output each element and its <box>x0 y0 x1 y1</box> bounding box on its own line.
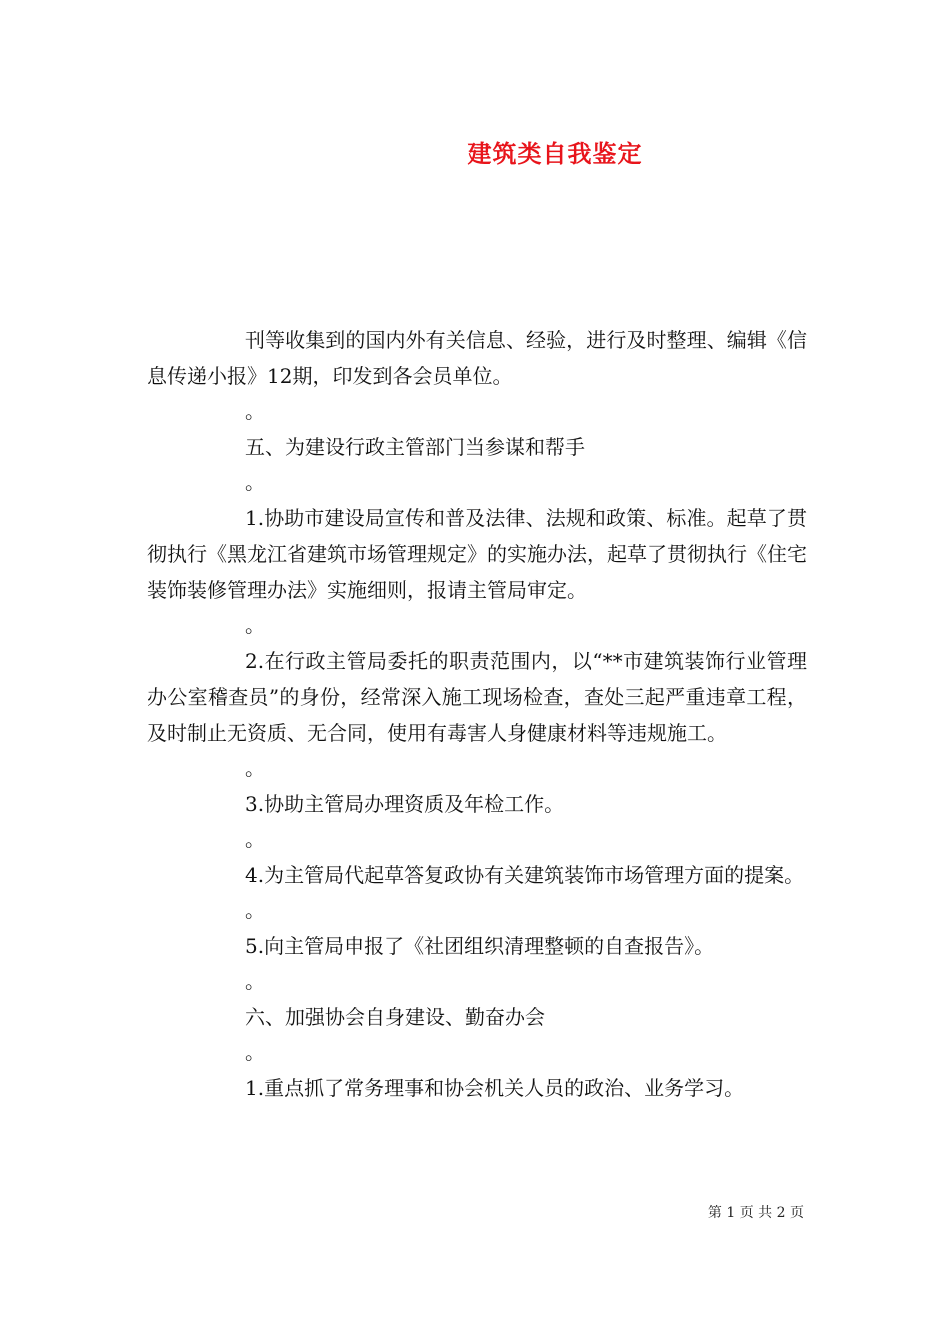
section-heading: 六、加强协会自身建设、勤奋办会 <box>245 1005 545 1029</box>
paragraph-separator: 。 <box>245 827 265 851</box>
paragraph-separator: 。 <box>245 756 265 780</box>
paragraph: 1.重点抓了常务理事和协会机关人员的政治、业务学习。 <box>245 1076 745 1100</box>
section-heading: 五、为建设行政主管部门当参谋和帮手 <box>245 435 585 459</box>
paragraph: 5.向主管局申报了《社团组织清理整顿的自查报告》。 <box>245 934 715 958</box>
paragraph-separator: 。 <box>245 969 265 993</box>
page-number-footer: 第 1 页 共 2 页 <box>707 1205 804 1221</box>
document-title: 建筑类自我鉴定 <box>467 139 643 168</box>
paragraph-separator: 。 <box>245 470 265 494</box>
paragraph-separator: 。 <box>245 613 265 637</box>
paragraph: 1.协助市建设局宣传和普及法律、法规和政策、标准。起草了贯彻执行《黑龙江省建筑市场管理规定》的实施办法，起草了贯彻执行《住宅装饰装修管理办法》实施细则，报请主管局审定。 <box>147 506 807 602</box>
paragraph: 2.在行政主管局委托的职责范围内，以“**市建筑装饰行业管理办公室稽查员”的身份，经常深入施工现场检查，查处三起严重违章工程，及时制止无资质、无合同，使用有毒害人身健康材料等违规施工。 <box>147 649 807 745</box>
paragraph-separator: 。 <box>245 1040 265 1064</box>
paragraph: 4.为主管局代起草答复政协有关建筑装饰市场管理方面的提案。 <box>245 863 805 887</box>
paragraph-separator: 。 <box>245 399 265 423</box>
paragraph: 3.协助主管局办理资质及年检工作。 <box>245 792 565 816</box>
paragraph: 刊等收集到的国内外有关信息、经验，进行及时整理、编辑《信息传递小报》12期，印发到各会员单位。 <box>147 328 807 388</box>
document-body <box>147 322 807 1106</box>
paragraph-separator: 。 <box>245 898 265 922</box>
